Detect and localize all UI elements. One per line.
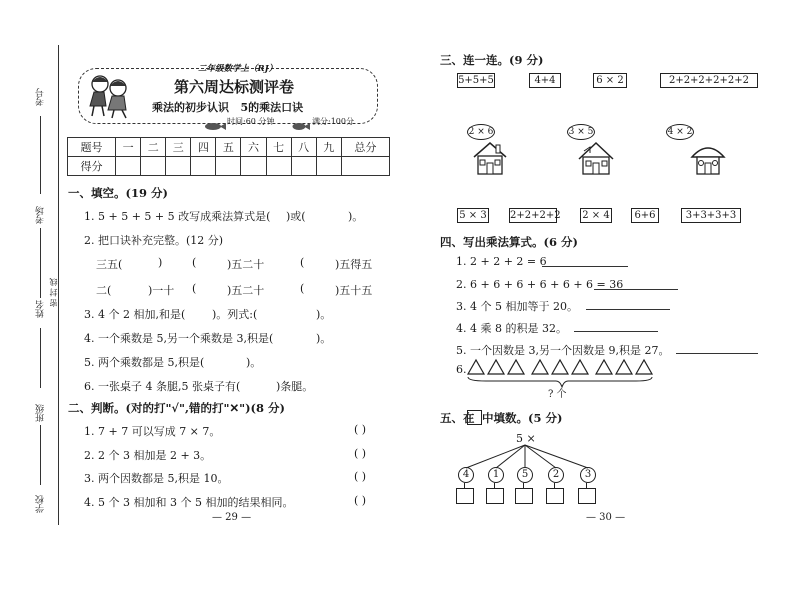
section3-title: 三、连一连。(9 分) xyxy=(440,53,544,67)
s2-answer-paren[interactable]: ( ) xyxy=(354,423,367,436)
s5-answer-box[interactable] xyxy=(515,488,533,504)
section5-title-b: 中填数。(5 分) xyxy=(482,411,563,425)
s1-q4-text-b: )。 xyxy=(316,332,332,345)
s3-top-box[interactable]: 2+2+2+2+2+2 xyxy=(660,73,758,88)
s4-answer-line[interactable] xyxy=(586,309,670,310)
s4-item: 6. xyxy=(456,363,467,376)
s1-r1-d: )五二十 xyxy=(227,258,265,271)
table-cell: 四 xyxy=(191,138,216,157)
class-line xyxy=(40,425,41,485)
s3-bottom-box[interactable]: 6+6 xyxy=(631,208,659,223)
s1-r2-a: 二( xyxy=(96,284,112,297)
score-table-score-row xyxy=(68,157,390,176)
s5-answer-box[interactable] xyxy=(456,488,474,504)
score-input-cell[interactable] xyxy=(266,157,291,176)
cartoon-kids-icon xyxy=(86,70,134,120)
score-input-cell[interactable] xyxy=(141,157,166,176)
school-label: 学校 xyxy=(36,495,46,513)
s1-q3-text: 3. 4 个 2 相加,和是( xyxy=(84,308,186,321)
section2-title: 二、判断。(对的打"√",错的打"✕")(8 分) xyxy=(68,401,285,415)
name-label: 姓名 xyxy=(36,300,46,318)
s2-item: 2. 2 个 3 相加是 2 + 3。 xyxy=(84,449,212,462)
table-cell: 题号 xyxy=(68,138,116,157)
exam-room-line xyxy=(40,228,41,298)
section4-title: 四、写出乘法算式。(6 分) xyxy=(440,235,578,249)
page-subtitle: 乘法的初步认识 5的乘法口诀 xyxy=(152,101,304,114)
table-cell: 五 xyxy=(216,138,241,157)
s2-item: 3. 两个因数都是 5,积是 10。 xyxy=(84,472,229,485)
score-input-cell[interactable] xyxy=(166,157,191,176)
s2-answer-paren[interactable]: ( ) xyxy=(354,470,367,483)
table-cell: 六 xyxy=(241,138,266,157)
seal-line-label: 密 封 线 xyxy=(49,278,58,308)
s1-q5-text-b: )。 xyxy=(246,356,262,369)
s5-root: 5 × xyxy=(516,432,536,445)
s2-answer-paren[interactable]: ( ) xyxy=(354,494,367,507)
s3-top-box[interactable]: 6 × 2 xyxy=(593,73,627,88)
s1-r2-d: )五二十 xyxy=(227,284,265,297)
score-input-cell[interactable] xyxy=(316,157,341,176)
s1-r1-f: )五得五 xyxy=(335,258,373,271)
s3-bottom-box[interactable]: 5 × 3 xyxy=(457,208,489,223)
score-label: 满分:100分 xyxy=(312,117,354,126)
table-cell: 二 xyxy=(141,138,166,157)
series-label: 二年级数学上（RJ） xyxy=(198,64,278,74)
s1-q6-text-b: )条腿。 xyxy=(276,380,314,393)
s5-number: 1 xyxy=(488,467,504,483)
score-table xyxy=(67,137,390,176)
s1-q1-text-b: )或( xyxy=(286,210,306,223)
s4-answer-line[interactable] xyxy=(676,353,758,354)
house-icon xyxy=(576,139,616,177)
score-input-cell[interactable] xyxy=(341,157,389,176)
s1-r1-b: ) xyxy=(158,256,163,269)
s4-question-mark: ? 个 xyxy=(548,389,567,400)
name-line xyxy=(40,328,41,388)
s1-q6-text: 6. 一张桌子 4 条腿,5 张桌子有( xyxy=(84,380,241,393)
table-cell: 三 xyxy=(166,138,191,157)
table-cell: 一 xyxy=(116,138,141,157)
s1-q3-text-b: )。列式:( xyxy=(212,308,258,321)
s2-item: 1. 7 + 7 可以写成 7 × 7。 xyxy=(84,425,221,438)
s1-q5-text: 5. 两个乘数都是 5,积是( xyxy=(84,356,205,369)
s4-item: 1. 2 + 2 + 2 = 6 xyxy=(456,255,547,268)
s4-item: 4. 4 乘 8 的积是 32。 xyxy=(456,322,567,335)
s1-r1-a: 三五( xyxy=(96,258,123,271)
s5-answer-box[interactable] xyxy=(578,488,596,504)
s5-number: 3 xyxy=(580,467,596,483)
s4-item: 2. 6 + 6 + 6 + 6 + 6 + 6 = 36 xyxy=(456,278,624,291)
s1-r2-e: ( xyxy=(300,282,305,295)
s3-top-box[interactable]: 5+5+5 xyxy=(458,75,494,86)
s4-answer-line[interactable] xyxy=(542,266,628,267)
score-input-cell[interactable] xyxy=(216,157,241,176)
s1-r2-b: )一十 xyxy=(148,284,175,297)
page-number-right: — 30 — xyxy=(586,512,626,523)
exam-number-line xyxy=(40,116,41,194)
s1-r1-e: ( xyxy=(300,256,305,269)
page-title: 第六周达标测评卷 xyxy=(174,78,295,96)
triangles-group xyxy=(466,358,674,390)
s1-r1-c: ( xyxy=(192,256,197,269)
score-input-cell[interactable] xyxy=(116,157,141,176)
s3-oval[interactable]: 3 × 5 xyxy=(567,124,595,140)
s4-item: 3. 4 个 5 相加等于 20。 xyxy=(456,300,578,313)
exam-number-label: 考号 xyxy=(36,88,46,106)
score-input-cell[interactable] xyxy=(241,157,266,176)
section1-title: 一、填空。(19 分) xyxy=(68,186,168,200)
table-cell: 七 xyxy=(266,138,291,157)
s4-item: 5. 一个因数是 3,另一个因数是 9,积是 27。 xyxy=(456,344,670,357)
s1-r2-f: )五十五 xyxy=(335,284,373,297)
exam-room-label: 考场 xyxy=(36,206,46,224)
s2-item: 4. 5 个 3 相加和 3 个 5 相加的结果相同。 xyxy=(84,496,294,509)
s1-r2-c: ( xyxy=(192,282,197,295)
s3-oval[interactable]: 4 × 2 xyxy=(666,124,694,140)
s5-number: 5 xyxy=(517,467,533,483)
blank-box-icon xyxy=(467,410,482,425)
s1-q2-text: 2. 把口诀补充完整。(12 分) xyxy=(84,234,224,247)
s2-answer-paren[interactable]: ( ) xyxy=(354,447,367,460)
section5-title-a: 五、在 xyxy=(440,411,475,425)
table-cell: 九 xyxy=(316,138,341,157)
s3-top-box[interactable]: 4+4 xyxy=(529,73,561,88)
s1-q3-text-c: )。 xyxy=(316,308,332,321)
class-label: 班级 xyxy=(36,404,46,422)
s3-oval[interactable]: 2 × 6 xyxy=(467,124,495,140)
table-cell: 总分 xyxy=(341,138,389,157)
fish-icon-2 xyxy=(292,116,310,125)
s1-q4-text: 4. 一个乘数是 5,另一个乘数是 3,积是( xyxy=(84,332,274,345)
s4-answer-line[interactable] xyxy=(594,289,678,290)
s4-answer-line[interactable] xyxy=(574,331,658,332)
score-table-header-row xyxy=(68,138,390,157)
table-cell: 得分 xyxy=(68,157,116,176)
s5-number: 2 xyxy=(548,467,564,483)
s3-bottom-box[interactable]: 2+2+2+2 xyxy=(510,210,561,221)
score-input-cell[interactable] xyxy=(291,157,316,176)
table-cell: 八 xyxy=(291,138,316,157)
mushroom-house-icon xyxy=(688,139,728,177)
time-label: 时间:60 分钟 xyxy=(227,117,275,126)
binding-margin xyxy=(0,0,62,560)
s5-answer-box[interactable] xyxy=(486,488,504,504)
s5-number: 4 xyxy=(458,467,474,483)
fish-icon xyxy=(204,116,226,125)
s1-q1-text-c: )。 xyxy=(348,210,364,223)
s3-bottom-box[interactable]: 3+3+3+3 xyxy=(681,208,741,223)
s3-bottom-box[interactable]: 2 × 4 xyxy=(580,208,612,223)
score-input-cell[interactable] xyxy=(191,157,216,176)
house-icon xyxy=(470,139,510,177)
s5-answer-box[interactable] xyxy=(546,488,564,504)
page-number-left: — 29 — xyxy=(212,512,252,523)
s1-q1-text: 1. 5 + 5 + 5 + 5 改写成乘法算式是( xyxy=(84,210,271,223)
